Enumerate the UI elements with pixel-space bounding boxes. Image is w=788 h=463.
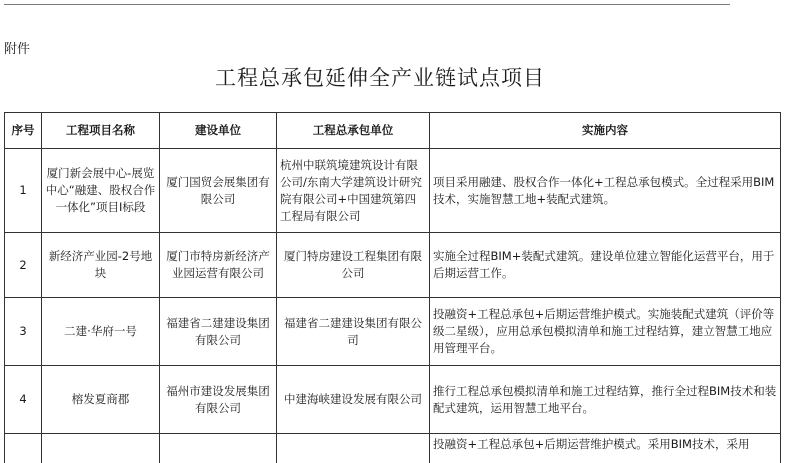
project-table bbox=[4, 112, 781, 463]
cell-project: 二建·华府一号 bbox=[42, 298, 160, 366]
table-header-row bbox=[5, 113, 781, 149]
cell-no: 4 bbox=[5, 366, 42, 434]
table-row bbox=[5, 233, 781, 298]
cell-no: 2 bbox=[5, 233, 42, 298]
table-row bbox=[5, 366, 781, 434]
cell-content: 投融资+工程总承包+后期运营维护模式。实施装配式建筑（评价等级二星级），应用总承包模拟清单和施工过程结算，建立智慧工地应用管理平台。 bbox=[430, 298, 781, 366]
header-no: 序号 bbox=[5, 113, 42, 149]
document-title: 工程总承包延伸全产业链试点项目 bbox=[215, 66, 545, 90]
cell-contractor: 杭州中联筑境建筑设计有限公司/东南大学建筑设计研究院有限公司+中国建筑第四工程局有限公司 bbox=[277, 149, 430, 233]
cell-owner: 福州市建设发展集团有限公司 bbox=[160, 366, 277, 434]
cell-project: 新经济产业园-2号地块 bbox=[42, 233, 160, 298]
cell-owner: 厦门国贸会展集团有限公司 bbox=[160, 149, 277, 233]
cell-project: 厦门新会展中心-展览中心“融建、股权合作一体化”项目I标段 bbox=[42, 149, 160, 233]
attachment-label: 附件 bbox=[4, 42, 31, 57]
header-project: 工程项目名称 bbox=[42, 113, 160, 149]
cell-owner: 福建省二建建设集团有限公司 bbox=[160, 298, 277, 366]
cell-project: 榕发夏商郡 bbox=[42, 366, 160, 434]
header-contractor: 工程总承包单位 bbox=[277, 113, 430, 149]
cell-no: 3 bbox=[5, 298, 42, 366]
header-owner: 建设单位 bbox=[160, 113, 277, 149]
cell-content: 项目采用融建、股权合作一体化+工程总承包模式。全过程采用BIM技术，实施智慧工地+装配式建筑。 bbox=[430, 149, 781, 233]
cell-contractor bbox=[277, 434, 430, 463]
cell-no: 1 bbox=[5, 149, 42, 233]
cell-no bbox=[5, 434, 42, 463]
table-row bbox=[5, 149, 781, 233]
cell-owner bbox=[160, 434, 277, 463]
cell-contractor: 福建省二建建设集团有限公司 bbox=[277, 298, 430, 366]
top-rule bbox=[4, 4, 730, 5]
project-table-wrapper bbox=[4, 112, 784, 463]
cell-contractor: 厦门特房建设工程集团有限公司 bbox=[277, 233, 430, 298]
table-row bbox=[5, 298, 781, 366]
cell-content: 实施全过程BIM+装配式建筑。建设单位建立智能化运营平台，用于后期运营工作。 bbox=[430, 233, 781, 298]
cell-contractor: 中建海峡建设发展有限公司 bbox=[277, 366, 430, 434]
table-row bbox=[5, 434, 781, 463]
cell-content: 投融资+工程总承包+后期运营维护模式。采用BIM技术，采用 bbox=[430, 434, 781, 463]
cell-content: 推行工程总承包模拟清单和施工过程结算，推行全过程BIM技术和装配式建筑，运用智慧工地平台。 bbox=[430, 366, 781, 434]
header-content: 实施内容 bbox=[430, 113, 781, 149]
cell-project bbox=[42, 434, 160, 463]
cell-owner: 厦门市特房新经济产业园运营有限公司 bbox=[160, 233, 277, 298]
